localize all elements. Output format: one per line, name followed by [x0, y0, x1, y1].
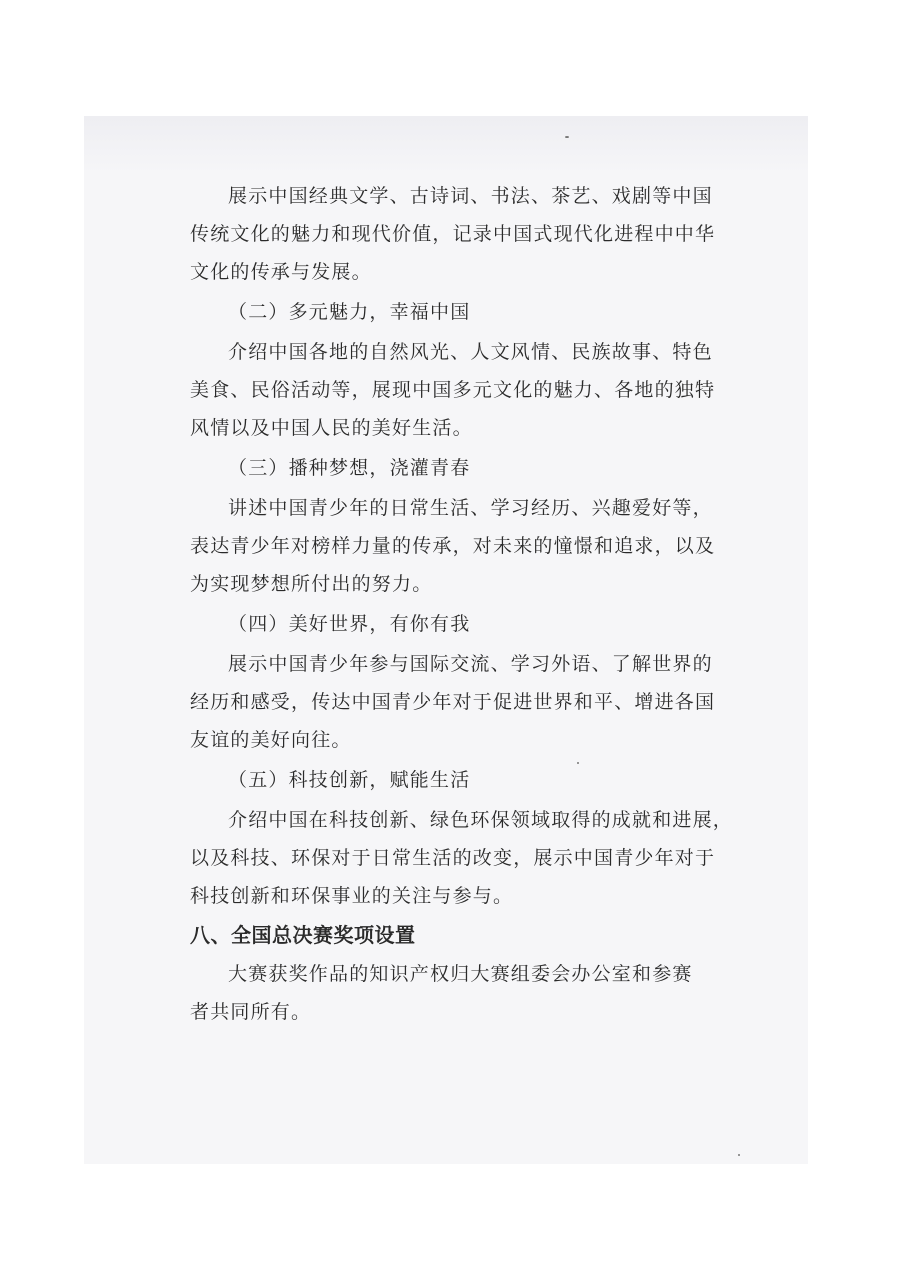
scan-speck [738, 1154, 740, 1156]
section-heading: 八、全国总决赛奖项设置 [190, 923, 416, 947]
section-title: （三）播种梦想，浇灌青春 [228, 457, 471, 479]
section-title: （四）美好世界，有你有我 [228, 613, 471, 635]
paragraph-line: 展示中国青少年参与国际交流、学习外语、了解世界的 [228, 653, 713, 675]
paragraph-line: 美食、民俗活动等，展现中国多元文化的魅力、各地的独特 [190, 379, 716, 401]
paragraph-line: 展示中国经典文学、古诗词、书法、茶艺、戏剧等中国 [228, 185, 713, 207]
paragraph-line: 以及科技、环保对于日常生活的改变，展示中国青少年对于 [190, 847, 716, 869]
paragraph-line: 大赛获奖作品的知识产权归大赛组委会办公室和参赛 [228, 963, 693, 985]
paragraph-line: 经历和感受，传达中国青少年对于促进世界和平、增进各国 [190, 691, 716, 713]
paragraph-line: 者共同所有。 [190, 1001, 312, 1023]
section-title: （五）科技创新，赋能生活 [228, 769, 471, 791]
paragraph-line: 科技创新和环保事业的关注与参与。 [190, 885, 514, 907]
scan-speck [577, 762, 579, 764]
paragraph-line: 传统文化的魅力和现代价值，记录中国式现代化进程中中华 [190, 223, 716, 245]
paragraph-line: 风情以及中国人民的美好生活。 [190, 417, 473, 439]
paragraph-line: 文化的传承与发展。 [190, 261, 372, 283]
scan-speck [565, 136, 569, 138]
section-title: （二）多元魅力，幸福中国 [228, 301, 471, 323]
paragraph-line: 讲述中国青少年的日常生活、学习经历、兴趣爱好等， [228, 497, 713, 519]
paragraph-line: 介绍中国各地的自然风光、人文风情、民族故事、特色 [228, 341, 713, 363]
paragraph-line: 友谊的美好向往。 [190, 729, 352, 751]
paragraph-line: 介绍中国在科技创新、绿色环保领域取得的成就和进展， [228, 809, 734, 831]
paragraph-line: 表达青少年对榜样力量的传承，对未来的憧憬和追求，以及 [190, 535, 716, 557]
scan-shadow [84, 116, 808, 174]
paragraph-line: 为实现梦想所付出的努力。 [190, 573, 433, 595]
